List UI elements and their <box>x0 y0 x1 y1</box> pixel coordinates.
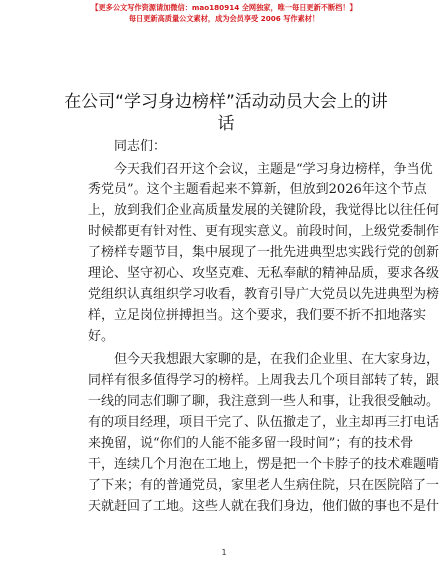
paragraph-line: 今天我们召开这个会议，主题是“学习身边榜样，争当优 <box>114 162 433 177</box>
promo-banner-line-2: 每日更新高质量公文素材，成为会员享受 2006 写作素材！ <box>128 14 320 23</box>
document-title <box>60 91 392 135</box>
paragraph-line: 上，放到我们企业高质量发展的关键阶段，我觉得比以往任何 <box>88 203 440 218</box>
paragraph-line: 党组织认真组织学习收看，教育引导广大党员以先进典型为榜 <box>88 287 440 302</box>
paragraph-line: 有的项目经理，项目干完了、队伍撤走了，业主却再三打电话 <box>88 415 440 430</box>
promo-banner-line-1: 【更多公文写作资源请加微信：mao180914 全网独家，唯一每日更新不断档！】 <box>91 3 357 12</box>
paragraph-line: 来挽留，说“你们的人能不能多留一段时间”；有的技术骨 <box>88 436 414 451</box>
paragraph-line: 了榜样专题节目，集中展现了一批先进典型忠实践行党的创新 <box>88 245 440 260</box>
paragraph-line: 同样有很多值得学习的榜样。上周我去几个项目部转了转，跟 <box>88 373 440 388</box>
paragraph-line: 时候都更有针对性、更有现实意义。前段时间，上级党委制作 <box>88 224 440 239</box>
paragraph-line: 一线的同志们聊了聊，我注意到一些人和事，让我很受触动。 <box>88 394 440 409</box>
paragraph-line: 了下来；有的普通党员，家里老人生病住院，只在医院陪了一 <box>88 478 440 493</box>
title-line-1: 在公司“学习身边榜样”活动动员大会上的讲 <box>64 92 388 112</box>
paragraph-line: 好。 <box>88 329 115 344</box>
title-line-2: 话 <box>217 114 235 134</box>
paragraph-line: 秀党员”。这个主题看起来不算新，但放到2026年这个节点 <box>88 182 427 197</box>
paragraph-line: 理论、坚守初心、攻坚克难、无私奉献的精神品质，要求各级 <box>88 266 440 281</box>
paragraph-line: 但今天我想跟大家聊的是，在我们企业里、在大家身边， <box>114 352 440 367</box>
page-number: 1 <box>221 548 227 557</box>
greeting: 同志们： <box>114 139 167 154</box>
paragraph-line: 样，立足岗位拼搏担当。这个要求，我们要不折不扣地落实 <box>88 308 427 323</box>
paragraph-line: 干，连续几个月泡在工地上，愣是把一个卡脖子的技术难题啃 <box>88 457 440 472</box>
paragraph-line: 天就赶回了工地。这些人就在我们身边，他们做的事也不是什 <box>88 499 440 514</box>
